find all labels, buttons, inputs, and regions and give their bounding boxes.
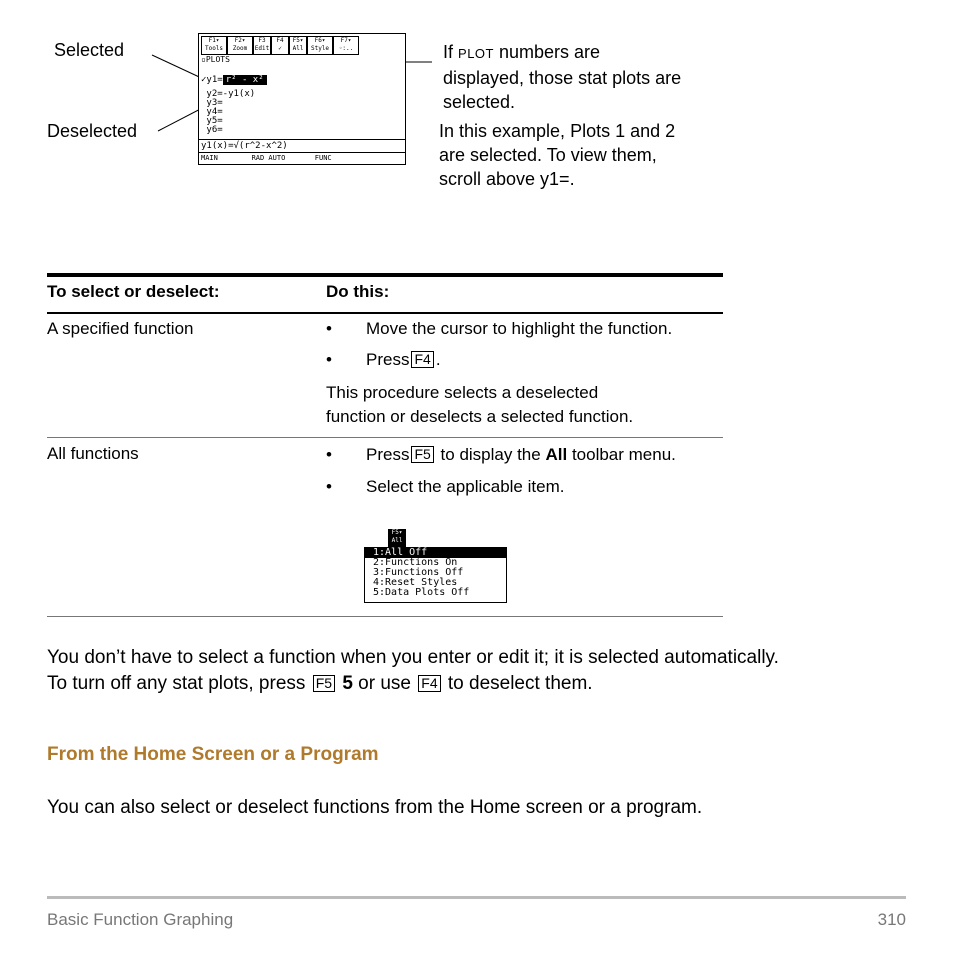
- calc-toolbar: [201, 36, 403, 53]
- menu-item: 1:All Off: [365, 548, 506, 558]
- table-bottom-rule: [47, 616, 723, 617]
- footer-section: Basic Function Graphing: [47, 910, 234, 929]
- row1-bullet2: Press F4 .: [366, 350, 441, 369]
- footer-rule: [47, 896, 906, 899]
- body-paragraph-1: You don’t have to select a function when you enter or edit it; it is selected automatically. To turn off any stat plots, press F5 5 or use F4 to deselect them.: [47, 647, 779, 694]
- calc-plots-line: ▫PLOTS: [201, 55, 230, 64]
- calc-line-y3: y3=: [201, 98, 223, 108]
- row2-bullet1: Press F5 to display the All toolbar menu.: [366, 445, 676, 464]
- calc-status-bar: MAIN RAD AUTO FUNC: [201, 154, 332, 162]
- menu-item: 5:Data Plots Off: [373, 587, 470, 598]
- calc-tab-f6: F6▾ Style: [307, 36, 333, 55]
- body-paragraph-2: You can also select or deselect functions from the Home screen or a program.: [47, 797, 703, 818]
- table-header-rule: [47, 312, 723, 314]
- label-deselected: Deselected: [47, 121, 138, 141]
- callout-plot-numbers: If PLOT numbers are displayed, those stat plots are selected.: [443, 42, 682, 112]
- calc-tab-f4: F4 ✓: [271, 36, 289, 55]
- calc-tab-f7: F7▾ ◦:..: [333, 36, 359, 55]
- table-header-col1: To select or deselect:: [47, 282, 220, 301]
- row2-bullet2: Select the applicable item.: [366, 477, 565, 496]
- row1-note: This procedure selects a deselected function or deselects a selected function.: [326, 383, 634, 426]
- menu-item: 3:Functions Off: [373, 567, 464, 578]
- calc-y1-highlight: r² - x²: [223, 75, 267, 85]
- calc-tab-f3: F3 Edit: [253, 36, 271, 55]
- calculator-screen: [198, 33, 406, 165]
- bullet: •: [326, 350, 332, 369]
- calc-line-y6: y6=: [201, 125, 223, 135]
- callout-example: In this example, Plots 1 and 2 are selected. To view them, scroll above y1=.: [439, 121, 676, 189]
- section-heading: From the Home Screen or a Program: [47, 744, 379, 765]
- calc-line-y5: y5=: [201, 116, 223, 126]
- table-header-col2: Do this:: [326, 282, 390, 301]
- menu-item: 4:Reset Styles: [373, 577, 458, 588]
- label-selected: Selected: [54, 40, 125, 60]
- menu-tab-f5: F5▾ All: [388, 529, 406, 547]
- key-f4: F4: [418, 675, 440, 692]
- bullet: •: [326, 477, 332, 496]
- bullet: •: [326, 319, 332, 338]
- table-row1-col1: A specified function: [47, 319, 194, 338]
- table-top-rule: [47, 273, 723, 277]
- calc-line-y4: y4=: [201, 107, 223, 117]
- table-row-divider: [47, 437, 723, 438]
- key-f5: F5: [313, 675, 335, 692]
- key-f5: F5: [411, 446, 433, 463]
- calc-entry-line: y1(x)=√(r^2-x^2): [201, 141, 288, 151]
- row1-bullet1: Move the cursor to highlight the function.: [366, 319, 673, 338]
- all-toolbar-menu: [364, 547, 507, 603]
- table-row2-col1: All functions: [47, 444, 139, 463]
- calc-tab-f2: F2▾ Zoom: [227, 36, 253, 55]
- calc-line-y2: y2=-y1(x): [201, 89, 256, 99]
- calc-tab-f5: F5▾ All: [289, 36, 307, 55]
- key-f4: F4: [411, 351, 433, 368]
- bullet: •: [326, 445, 332, 464]
- menu-item: 2:Functions On: [373, 557, 458, 568]
- calc-tab-f1: F1▾ Tools: [201, 36, 227, 55]
- calc-line-y1: ✓y1= r² - x²: [201, 75, 267, 85]
- page-number: 310: [877, 910, 906, 929]
